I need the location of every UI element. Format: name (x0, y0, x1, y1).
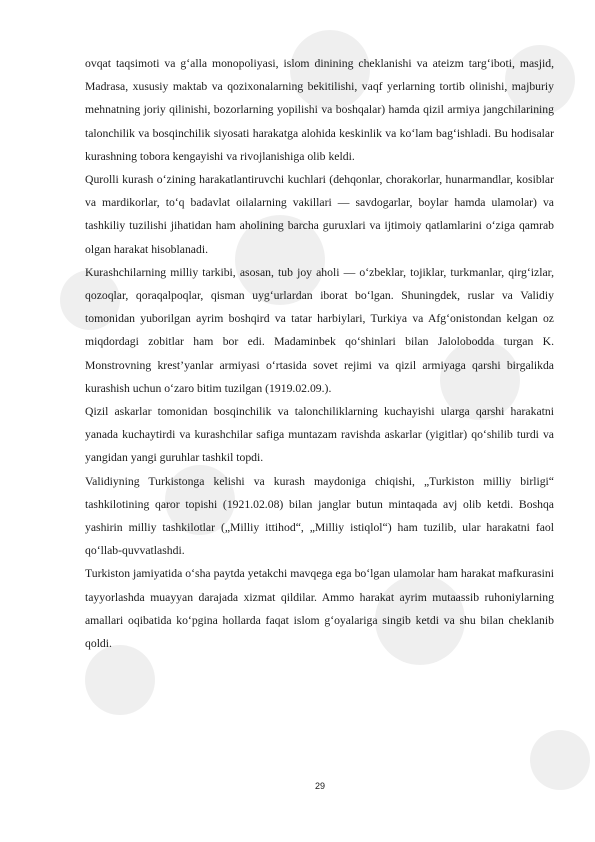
paragraph-2: Qurolli kurash o‘zining harakatlantiruvchi kuchlari (dehqonlar, chorakorlar, hunarmandlar, kosiblar va mardikorlar, to‘q badavlat oilalarning vakillari — savdogarlar, boylar hamda ulamolar) va tashkiliy tuzilishi jihatidan ham aholining barcha guruxlari va ijtimoiy qatlamlarini o‘ziga qamrab olgan harakat hisoblanadi. (85, 173, 554, 256)
paragraph-1: ovqat taqsimoti va g‘alla monopoliyasi, islom dinining cheklanishi va ateizm targ‘iboti, masjid, Madrasa, xususiy maktab va qozixonalarning bekitilishi, vaqf yerlarning tortib olinishi, majburiy mehnatning joriy qilinishi, bozorlarning yopilishi va boshqalar) hamda qizil armiya jangchilarining talonchilik va bosqinchilik siyosati harakatga alohida keskinlik va ko‘lam bag‘ishladi. Bu hodisalar kurashning tobora kengayishi va rivojlanishiga olib keldi. (85, 57, 554, 163)
paragraph-5: Validiyning Turkistonga kelishi va kurash maydoniga chiqishi, „Turkiston milliy birligi“ tashkilotining qaror topishi (1921.02.08) bilan janglar butun mintaqada avj olib ketdi. Boshqa yashirin milliy tashkilotlar („Milliy ittihod“, „Milliy istiqlol“) ham tuzilib, ular harakatni faol qo‘llab-quvvatlashdi. (85, 474, 554, 558)
paragraph-6: Turkiston jamiyatida o‘sha paytda yetakchi mavqega ega bo‘lgan ulamolar ham harakat mafkurasini tayyorlashda muayyan darajada xizmat qildilar. Ammo harakat ayrim mutaassib ruhoniylarning amallari oqibatida ko‘pgina hollarda faqat islom g‘oyalariga singib ketdi va shu bilan cheklanib qoldi. (85, 567, 554, 651)
paragraph-4: Qizil askarlar tomonidan bosqinchilik va talonchiliklarning kuchayishi ularga qarshi harakatni yanada kuchaytirdi va kurashchilar safiga muntazam ravishda askarlar (yigitlar) qo‘shilib turdi va yangidan yangi guruhlar tashkil topdi. (85, 405, 554, 465)
page-number: 29 (314, 781, 325, 791)
paragraph-3: Kurashchilarning milliy tarkibi, asosan, tub joy aholi — o‘zbeklar, tojiklar, turkmanlar, qirg‘izlar, qozoqlar, qoraqalpoqlar, qisman uyg‘urlardan iborat bo‘lgan. Shuningdek, ruslar va Validiy tomonidan yuborilgan ayrim boshqird va tatar harbiylari, Turkiya va Afg‘onistondan kelgan oz miqdordagi zobitlar ham bor edi. Madaminbek qo‘shinlari bilan Jalolobodda turgan K. Monstrovning krest’yanlar armiyasi o‘rtasida sovet rejimi va qizil armiyaga qarshi birgalikda kurashish uchun o‘zaro bitim tuzilgan (1919.02.09.). (85, 265, 554, 395)
body-text (85, 52, 554, 655)
